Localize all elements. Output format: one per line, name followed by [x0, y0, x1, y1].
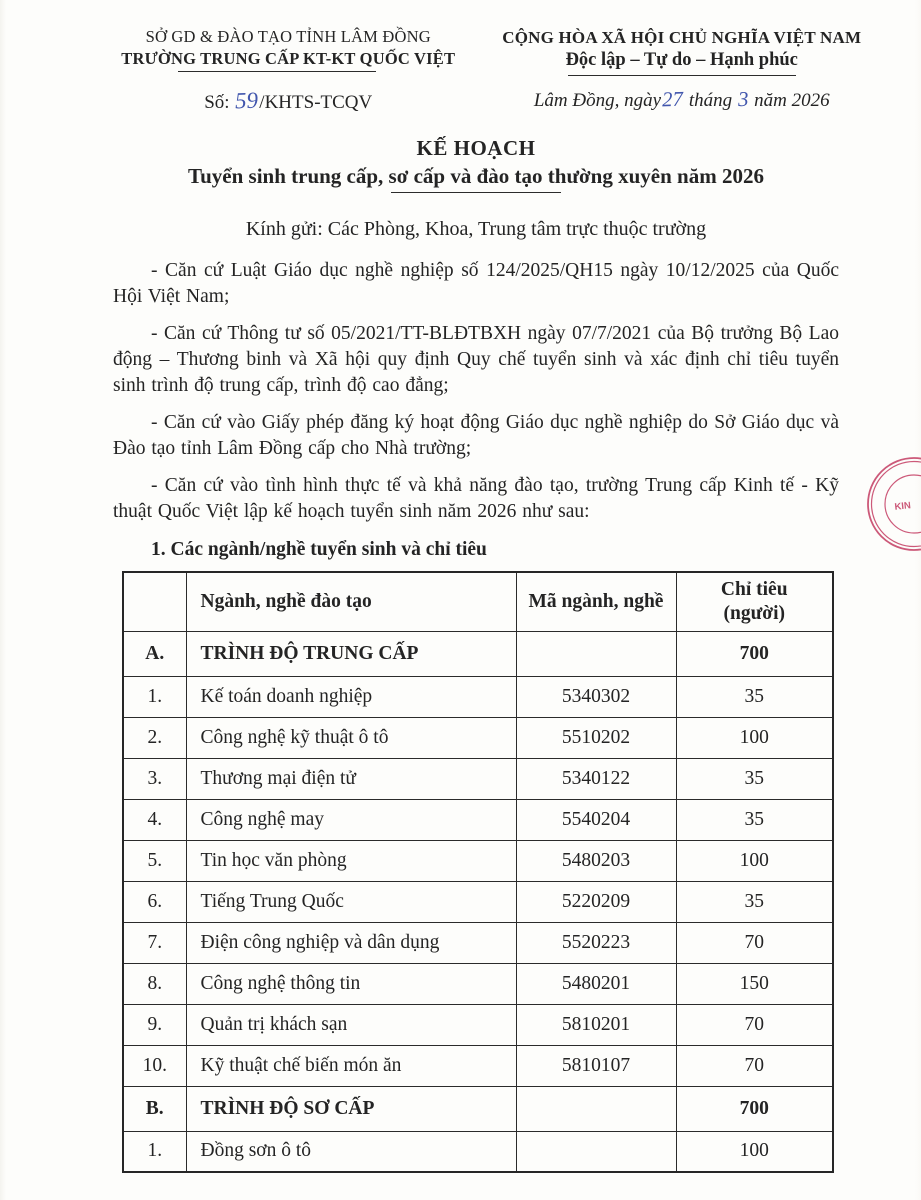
- school-name: TRƯỜNG TRUNG CẤP KT-KT QUỐC VIỆT: [121, 48, 456, 68]
- cell-name: Điện công nghiệp và dân dụng: [186, 922, 516, 963]
- table-row: [123, 881, 833, 922]
- cell-code: 5480203: [516, 840, 676, 881]
- header-cell-name: Ngành, nghề đào tạo: [186, 572, 516, 631]
- section-1-heading: 1. Các ngành/nghề tuyển sinh và chỉ tiêu: [151, 539, 487, 561]
- cell-no: 8.: [123, 963, 186, 1004]
- paragraph-legal-basis-3: - Căn cứ vào Giấy phép đăng ký hoạt động Giáo dục nghề nghiệp do Sở Giáo dục và Đào tạo tỉnh Lâm Đồng cấp cho Nhà trường;: [113, 412, 839, 460]
- cell-name: Quản trị khách sạn: [186, 1004, 516, 1045]
- cell-code: 5510202: [516, 717, 676, 758]
- document-subtitle: Tuyển sinh trung cấp, sơ cấp và đào tạo thường xuyên năm 2026: [188, 164, 764, 189]
- table-row: [123, 1131, 833, 1172]
- cell-quota: 35: [676, 799, 833, 840]
- paragraph-legal-basis-2: - Căn cứ Thông tư số 05/2021/TT-BLĐTBXH ngày 07/7/2021 của Bộ trưởng Bộ Lao động – Thương binh và Xã hội quy định Quy chế tuyển sinh và xác định chỉ tiêu tuyển sinh trình độ trung cấp, trình độ cao đẳng;: [113, 323, 839, 397]
- date-day-handwritten: 27: [661, 86, 684, 112]
- cell-no: A.: [123, 631, 186, 676]
- cell-code: [516, 1086, 676, 1131]
- red-seal-stamp: [855, 443, 921, 569]
- cell-name: Đồng sơn ô tô: [186, 1131, 516, 1172]
- svg-text:GIÁO DỤC VÀ: [909, 538, 921, 569]
- cell-no: 5.: [123, 840, 186, 881]
- cell-no: 2.: [123, 717, 186, 758]
- date-middle: tháng: [688, 90, 733, 112]
- cell-quota: 700: [676, 631, 833, 676]
- seal-outer-ring: [868, 458, 921, 550]
- cell-no: 1.: [123, 1131, 186, 1172]
- cell-code: 5810201: [516, 1004, 676, 1045]
- document-number: [90, 89, 486, 114]
- cell-no: 9.: [123, 1004, 186, 1045]
- table-row: [123, 799, 833, 840]
- cell-name: TRÌNH ĐỘ TRUNG CẤP: [186, 631, 516, 676]
- cell-no: 3.: [123, 758, 186, 799]
- title-block: [113, 136, 839, 193]
- cell-code: 5520223: [516, 922, 676, 963]
- national-motto-block: [486, 27, 877, 114]
- cell-name: Kỹ thuật chế biến món ăn: [186, 1045, 516, 1086]
- document-title: KẾ HOẠCH: [416, 136, 536, 161]
- document-number-label: Số:: [204, 92, 230, 114]
- cell-name: Công nghệ thông tin: [186, 963, 516, 1004]
- paragraph-legal-basis-4: - Căn cứ vào tình hình thực tế và khả năng đào tạo, trường Trung cấp Kinh tế - Kỹ thuật Quốc Việt lập kế hoạch tuyển sinh năm 2026 như sau:: [113, 475, 839, 523]
- seal-arc-text: [909, 538, 921, 569]
- cell-name: Kế toán doanh nghiệp: [186, 676, 516, 717]
- cell-quota: 70: [676, 1004, 833, 1045]
- quota-table-body: [123, 631, 833, 1172]
- header-cell-code: Mã ngành, nghề: [516, 572, 676, 631]
- cell-quota: 700: [676, 1086, 833, 1131]
- cell-no: 6.: [123, 881, 186, 922]
- table-row: [123, 717, 833, 758]
- national-name: CỘNG HÒA XÃ HỘI CHỦ NGHĨA VIỆT NAM: [502, 28, 862, 47]
- cell-quota: 100: [676, 840, 833, 881]
- cell-quota: 70: [676, 922, 833, 963]
- seal-partial-text: KIN: [894, 500, 912, 513]
- seal-inner-ring: [885, 475, 921, 533]
- cell-quota: 150: [676, 963, 833, 1004]
- cell-code: 5540204: [516, 799, 676, 840]
- document-date: [486, 86, 877, 112]
- document-header: [0, 0, 921, 114]
- cell-no: 1.: [123, 676, 186, 717]
- cell-code: [516, 631, 676, 676]
- legal-basis-paragraphs: [113, 258, 839, 525]
- enrollment-quota-table: [122, 571, 834, 1173]
- cell-code: 5480201: [516, 963, 676, 1004]
- cell-quota: 35: [676, 758, 833, 799]
- national-motto: Độc lập – Tự do – Hạnh phúc: [565, 50, 798, 71]
- document-body: [113, 136, 839, 1173]
- table-row: [123, 1045, 833, 1086]
- header-cell-quota: [676, 572, 833, 631]
- cell-no: 4.: [123, 799, 186, 840]
- header-cell-number: [123, 572, 186, 631]
- table-row: [123, 758, 833, 799]
- table-header-row: [123, 572, 833, 631]
- cell-name: Công nghệ may: [186, 799, 516, 840]
- table-section-row: [123, 631, 833, 676]
- cell-code: 5340122: [516, 758, 676, 799]
- table-row: [123, 1004, 833, 1045]
- header-left-rule: [178, 71, 376, 72]
- date-suffix: năm 2026: [754, 90, 830, 112]
- cell-quota: 100: [676, 717, 833, 758]
- paragraph-legal-basis-1: - Căn cứ Luật Giáo dục nghề nghiệp số 124/2025/QH15 ngày 10/12/2025 của Quốc Hội Việt Nam;: [113, 260, 839, 308]
- date-prefix: Lâm Đồng, ngày: [533, 90, 662, 112]
- cell-code: 5810107: [516, 1045, 676, 1086]
- cell-quota: 100: [676, 1131, 833, 1172]
- cell-quota: 35: [676, 881, 833, 922]
- document-number-handwritten: 59: [234, 87, 259, 114]
- cell-name: Tin học văn phòng: [186, 840, 516, 881]
- header-quota-line2: (người): [723, 602, 785, 624]
- cell-code: 5340302: [516, 676, 676, 717]
- cell-name: Tiếng Trung Quốc: [186, 881, 516, 922]
- department-name: SỞ GD & ĐÀO TẠO TỈNH LÂM ĐỒNG: [145, 27, 431, 46]
- table-section-row: [123, 1086, 833, 1131]
- salutation: Kính gửi: Các Phòng, Khoa, Trung tâm trực thuộc trường: [245, 218, 707, 241]
- cell-code: [516, 1131, 676, 1172]
- seal-middle-ring: [872, 462, 921, 547]
- header-quota-line1: Chỉ tiêu: [720, 579, 788, 601]
- table-row: [123, 963, 833, 1004]
- cell-name: Thương mại điện tử: [186, 758, 516, 799]
- cell-quota: 70: [676, 1045, 833, 1086]
- table-row: [123, 922, 833, 963]
- title-rule: [391, 192, 561, 193]
- cell-no: 7.: [123, 922, 186, 963]
- document-number-suffix: /KHTS-TCQV: [259, 92, 373, 114]
- cell-name: Công nghệ kỹ thuật ô tô: [186, 717, 516, 758]
- cell-no: 10.: [123, 1045, 186, 1086]
- header-right-rule: [568, 75, 796, 76]
- cell-no: B.: [123, 1086, 186, 1131]
- issuing-authority-block: [90, 27, 486, 114]
- cell-quota: 35: [676, 676, 833, 717]
- cell-name: TRÌNH ĐỘ SƠ CẤP: [186, 1086, 516, 1131]
- table-row: [123, 676, 833, 717]
- table-row: [123, 840, 833, 881]
- date-month-handwritten: 3: [737, 87, 749, 112]
- cell-code: 5220209: [516, 881, 676, 922]
